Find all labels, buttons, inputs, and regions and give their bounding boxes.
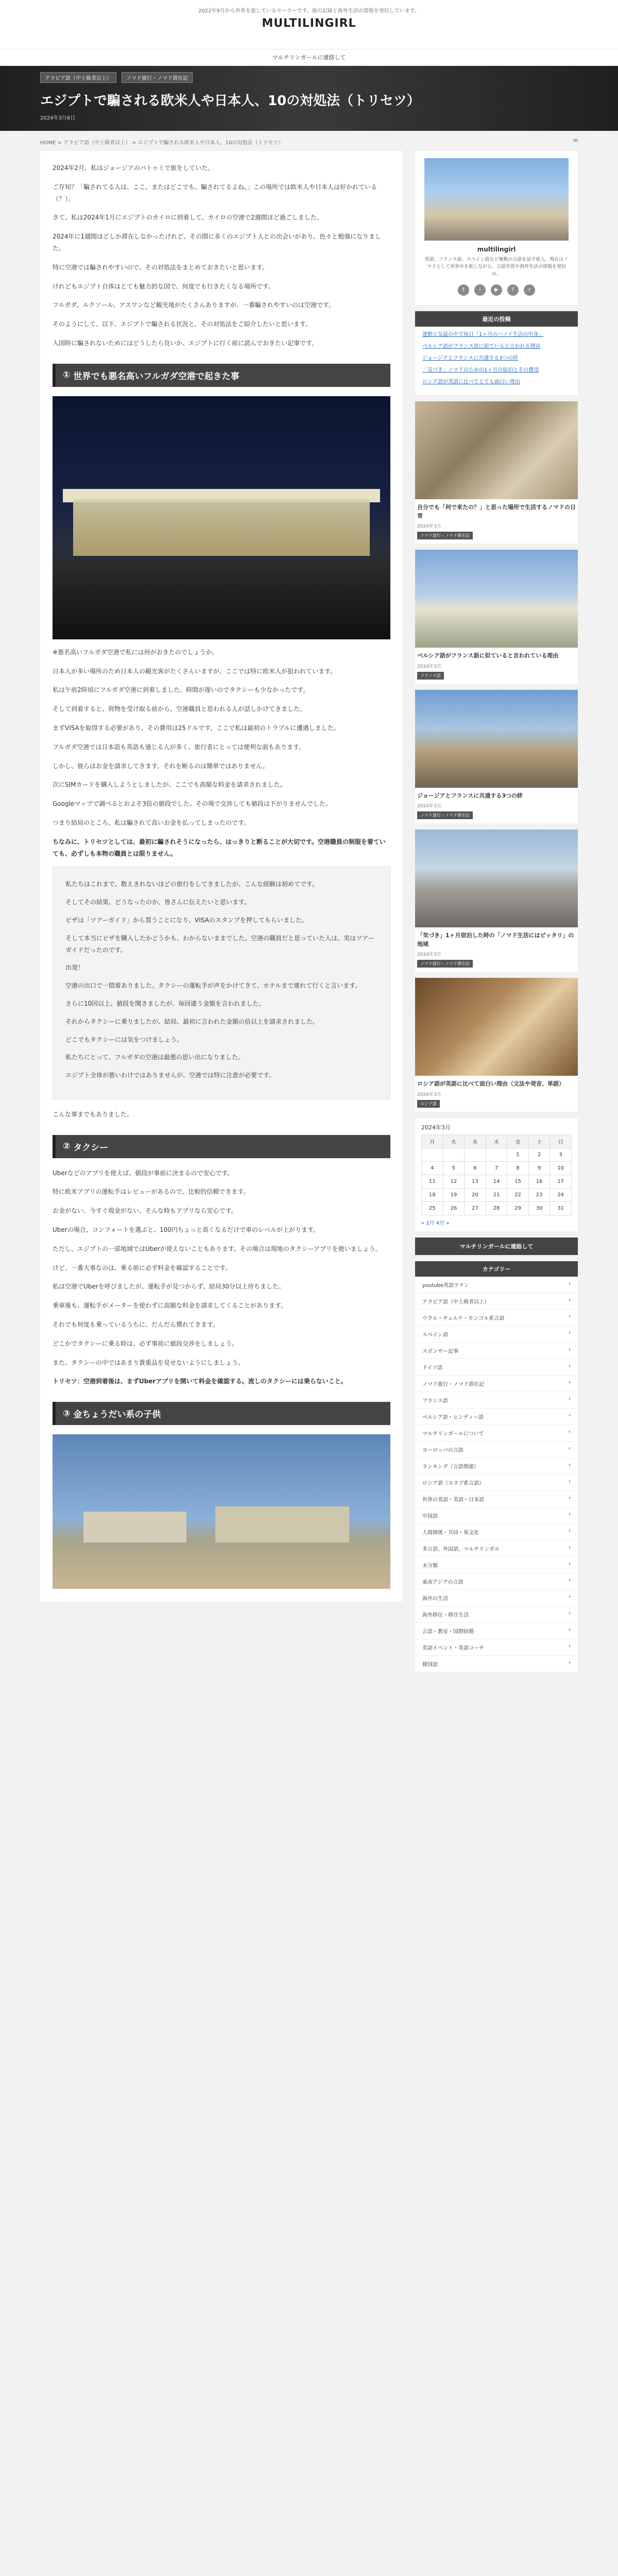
calendar-day: 27	[465, 1201, 486, 1215]
hero-tag[interactable]: アラビア語（中上級者以上）	[40, 72, 116, 83]
facebook-icon[interactable]: f	[507, 284, 519, 296]
calendar-widget	[415, 1118, 578, 1231]
paragraph: 入国時に騙されないためにはどうしたら良いか、エジプトに行く前に読んでおきたい記事です。	[53, 339, 318, 347]
category-item[interactable]	[415, 1310, 578, 1326]
calendar-day: 19	[443, 1188, 465, 1201]
category-item[interactable]	[415, 1326, 578, 1343]
calendar-day: 15	[507, 1175, 529, 1188]
chevron-right-icon: ›	[569, 1330, 571, 1336]
category-item[interactable]	[415, 1475, 578, 1491]
section-heading	[53, 1135, 390, 1158]
post-date: 2024年3月	[417, 664, 441, 669]
chevron-right-icon: ›	[569, 1346, 571, 1352]
chevron-right-icon: ›	[569, 1478, 571, 1484]
quote-line: 空港の出口で一悶着ありました。タクシーの運転手が声をかけてきて、ホテルまで連れて行くと言います。	[65, 982, 362, 990]
calendar-day	[465, 1148, 486, 1161]
chevron-right-icon: ›	[569, 1396, 571, 1402]
twitter-icon[interactable]: t	[458, 284, 469, 296]
paragraph: 私は空港でUberを呼びましたが、運転手が見つからず、結局30分以上待ちました。	[53, 1283, 285, 1291]
terminal-building	[73, 499, 370, 556]
paragraph: けど、一番大事なのは、乗る前に必ず料金を確認することです。	[53, 1264, 232, 1272]
article-hero	[0, 66, 618, 131]
calendar-weekday: 土	[528, 1134, 550, 1148]
category-label[interactable]: 人間関係・共同・異文化	[422, 1530, 479, 1536]
post-category[interactable]: ノマド旅行・ノマド滞在記	[417, 532, 473, 539]
chevron-right-icon: ›	[569, 1659, 571, 1666]
calendar-day: 8	[507, 1161, 529, 1175]
post-title[interactable]: 自分でも「何で来たの？」と思った場所で生活するノマドの日常	[417, 504, 576, 519]
category-item[interactable]	[415, 1409, 578, 1425]
chevron-right-icon: ›	[569, 1429, 571, 1435]
paragraph: 私は午前2時頃にフルガダ空港に到着しました。時間が遅いのでタクシーも少なかったです。	[53, 686, 310, 694]
quote-line: エジプト全体が悪いわけではありませんが、空港では特に注意が必要です。	[65, 1072, 276, 1079]
emphasis-paragraph: ちなみに、トリセツとしては、最初に騙されそうになったら、はっきりと断ることが大切です。空港職員の制服を着ていても、必ずしも本物の職員とは限りません。	[53, 838, 386, 857]
quote-line: それからタクシーに乗りましたが、結局、最初に言われた金額の倍以上を請求されました。	[65, 1018, 319, 1025]
category-item[interactable]	[415, 1656, 578, 1672]
calendar-day: 4	[422, 1161, 443, 1175]
paragraph: 特に空港では騙されやすいので、その対処法をまとめておきたいと思います。	[53, 263, 268, 271]
quote-line: そしてその結果、どうなったのか、皆さんに伝えたいと思います。	[65, 899, 251, 906]
paragraph: ※悪名高いフルガダ空港で私には何がおきたのでしょうか。	[53, 648, 218, 656]
chevron-right-icon: ›	[569, 1544, 571, 1550]
calendar-day: 3	[550, 1148, 572, 1161]
calendar-weekday: 金	[507, 1134, 529, 1148]
section-number: ③	[63, 1408, 71, 1419]
recent-post-link[interactable]: ジョージアとフランスに共通する3つの絆	[422, 355, 518, 362]
section-title: 金ちょうだい系の子供	[73, 1410, 161, 1420]
category-label[interactable]: スポンサー記事	[422, 1348, 458, 1354]
paragraph: ただし、エジプトの一部地域ではUberが使えないこともあります。その場合は現地のタクシーアプリを使いましょう。	[53, 1245, 382, 1252]
paragraph: 特に欧米アプリの運転手はレビューがあるので、比較的信頼できます。	[53, 1188, 250, 1196]
calendar-day: 14	[486, 1175, 507, 1188]
post-category[interactable]: フランス語	[417, 672, 444, 680]
post-card[interactable]	[415, 978, 578, 1112]
category-label[interactable]: youtube英語ラテン	[422, 1282, 469, 1289]
category-label[interactable]: ペルシア語・ヒンディー語	[422, 1414, 484, 1420]
site-title[interactable]: MULTILINGIRL	[262, 17, 356, 30]
category-item[interactable]	[415, 1359, 578, 1376]
category-item[interactable]	[415, 1606, 578, 1623]
category-label[interactable]: 言語・教室・国際結婚	[422, 1629, 474, 1635]
site-tagline: 2022年9月から世界を旅しているセーラーです。旅の記録と海外生活の情報を発信しています。	[198, 8, 420, 14]
calendar-day	[443, 1148, 465, 1161]
mail-icon[interactable]: ✉	[573, 138, 578, 144]
article-body	[40, 151, 403, 1601]
widget-title: カテゴリー	[415, 1261, 578, 1277]
post-thumbnail[interactable]	[415, 550, 578, 648]
calendar-day: 22	[507, 1188, 529, 1201]
calendar-day: 1	[507, 1148, 529, 1161]
chevron-right-icon: ›	[569, 1297, 571, 1303]
calendar-day: 10	[550, 1161, 572, 1175]
post-date: 2024年3月	[417, 952, 441, 958]
calendar-table	[421, 1134, 572, 1215]
chevron-right-icon: ›	[569, 1511, 571, 1517]
section-heading	[53, 364, 390, 387]
paragraph: こんな事までもありました。	[53, 1110, 133, 1118]
calendar-nav[interactable]: « 2月 4月 »	[421, 1220, 450, 1226]
category-label[interactable]: フランス語	[422, 1398, 448, 1404]
paragraph: 乗車後も、運転手がメーターを使わずに高額な料金を請求してくることがあります。	[53, 1302, 287, 1310]
quote-line: そして本当にビザを購入したかどうかも、わからないままでした。空港の職員だと思っていた人は、実はツアーガイドだったのです。	[65, 934, 374, 954]
chevron-right-icon: ›	[569, 1412, 571, 1418]
city-day-photo	[53, 1434, 390, 1589]
calendar-day: 16	[528, 1175, 550, 1188]
post-category[interactable]: ノマド旅行・ノマド滞在記	[417, 960, 473, 968]
category-label[interactable]: ヨーロッパの言語	[422, 1447, 464, 1453]
category-item[interactable]	[415, 1639, 578, 1656]
post-card[interactable]	[415, 829, 578, 972]
recent-post-link[interactable]: ベルシア語がフランス語に似ていると言われる理由	[422, 344, 541, 350]
calendar-day: 29	[507, 1201, 529, 1215]
calendar-day: 12	[443, 1175, 465, 1188]
chevron-right-icon: ›	[569, 1445, 571, 1451]
category-item[interactable]	[415, 1293, 578, 1310]
calendar-day: 20	[465, 1188, 486, 1201]
widget-title: 最近の投稿	[415, 311, 578, 327]
paragraph: 2024年2月、私はジョージアのバトゥミで旅をしていた。	[53, 164, 214, 172]
post-title[interactable]: ベルシア語がフランス語に似ていると言われている理由	[417, 652, 559, 659]
chevron-right-icon: ›	[569, 1363, 571, 1369]
paragraph: けれどもエジプト自体はとても魅力的な国で、何度でも行きたくなる場所です。	[53, 282, 274, 290]
category-label[interactable]: 多言語、外国語、マルチリンガル	[422, 1546, 500, 1552]
hero-tag[interactable]: ノマド旅行・ノマド滞在記	[122, 72, 193, 83]
post-thumbnail[interactable]	[415, 829, 578, 927]
post-title[interactable]: ジョージアとフランスに共通する3つの絆	[417, 792, 523, 799]
paragraph: 次にSIMカードを購入しようとしましたが、ここでも高額な料金を請求されました。	[53, 781, 286, 789]
category-item[interactable]	[415, 1590, 578, 1606]
category-label[interactable]: ウクル・チェルケ・モンゴル系言語	[422, 1315, 505, 1321]
paragraph: Uberの場合、コンフォートを選ぶと、100円ちょっと高くなるだけで車のレベルが上がります。	[53, 1226, 320, 1234]
quote-line: 私たちはこれまで、数えきれないほどの旅行をしてきましたが、こんな経験は初めてです。	[65, 880, 318, 888]
chevron-right-icon: ›	[569, 1528, 571, 1534]
category-label[interactable]: 東南アジアの言語	[422, 1579, 464, 1585]
instagram-icon[interactable]: i	[474, 284, 486, 296]
nav-contact-link[interactable]: マルチリンガールに連絡して	[0, 49, 618, 66]
category-label[interactable]: アラビア語（中上級者以上）	[422, 1299, 489, 1305]
category-item[interactable]	[415, 1277, 578, 1293]
post-card[interactable]	[415, 401, 578, 544]
chevron-right-icon: ›	[569, 1594, 571, 1600]
chevron-right-icon: ›	[569, 1577, 571, 1583]
chevron-right-icon: ›	[569, 1610, 571, 1616]
paragraph: Googleマップで調べるとおよそ3倍の値段でした。その場で交渉しても値段は下がりませんでした。	[53, 800, 332, 808]
quote-line: さらに10回以上、値段を聞きましたが、毎回違う金額を言われました。	[65, 999, 265, 1007]
calendar-day: 17	[550, 1175, 572, 1188]
category-label[interactable]: 海外移住・移住生活	[422, 1612, 469, 1618]
calendar-weekday: 月	[422, 1134, 443, 1148]
calendar-day: 25	[422, 1201, 443, 1215]
paragraph: どこかでタクシーに乗る時は、必ず事前に値段交渉をしましょう。	[53, 1340, 238, 1347]
chevron-right-icon: ›	[569, 1280, 571, 1286]
paragraph: まずVISAを取得する必要があり、その費用は25ドルです。ここで私は最初のトラブルに遭遇しました。	[53, 724, 340, 732]
paragraph: つまり結局のところ、私は騙されて高いお金を払ってしまったのです。	[53, 819, 250, 826]
calendar-day: 5	[443, 1161, 465, 1175]
chevron-right-icon: ›	[569, 1495, 571, 1501]
chevron-right-icon: ›	[569, 1643, 571, 1649]
category-label[interactable]: マルチリンガールについて	[422, 1431, 484, 1437]
categories-widget	[415, 1261, 578, 1672]
post-date: 2024年3月	[417, 1092, 441, 1097]
building	[215, 1506, 349, 1543]
profile-name: multilingirl	[477, 246, 516, 253]
paragraph: しかし、彼らはお金を請求してきます。それを断るのは簡単ではありません。	[53, 762, 269, 770]
paragraph: また、タクシーの中ではあまり貴重品を見せないようにしましょう。	[53, 1359, 245, 1366]
post-title[interactable]: 「気づき」1ヶ月宿泊した時の「ノマド生活にはピッタリ」の地域	[417, 932, 574, 947]
paragraph: そして到着すると、荷物を受け取る前から、空港職員と思われる人が話しかけてきました。	[53, 705, 306, 713]
post-category[interactable]: ロシア語	[417, 1100, 440, 1108]
calendar-title: 2024年3月	[421, 1124, 451, 1131]
category-label[interactable]: 世界の英語・英語・日本語	[422, 1497, 484, 1503]
calendar-day: 26	[443, 1201, 465, 1215]
paragraph: フルガダ、ルクソール、アスワンなど観光地がたくさんありますが、一番騙されやすいのは空港です。	[53, 301, 335, 309]
calendar-day: 21	[486, 1188, 507, 1201]
youtube-icon[interactable]: ▶	[491, 284, 502, 296]
quote-line: 出発！	[65, 964, 84, 972]
calendar-weekday: 火	[443, 1134, 465, 1148]
calendar-weekday: 日	[550, 1134, 572, 1148]
post-thumbnail[interactable]	[415, 978, 578, 1076]
category-label[interactable]: ランキング（言語関連）	[422, 1464, 479, 1470]
category-label[interactable]: 英語イベント・英語コーチ	[422, 1645, 484, 1651]
recent-post-link[interactable]: 「気づき」ノマドのための1ヶ月の宿泊とその費用	[422, 367, 539, 374]
site-header	[0, 0, 618, 49]
calendar-day: 13	[465, 1175, 486, 1188]
calendar-day: 31	[550, 1201, 572, 1215]
paragraph: 2024年に1週間ほどしか滞在しなかったけれど、その間に多くのエジプト人との出会いがあり、色々と勉強になりました。	[53, 233, 382, 252]
section-heading	[53, 1402, 390, 1425]
section-title: タクシー	[73, 1142, 109, 1153]
paragraph: 日本人が多い場所のため日本人の観光客がたくさんいますが、ここでは特に欧米人が狙われています。	[53, 667, 337, 675]
paragraph: それでも何度も乗っているうちに、だんだん慣れてきます。	[53, 1321, 219, 1329]
calendar-day: 2	[528, 1148, 550, 1161]
quote-line: 私たちにとって、フルガダの空港は最悪の思い出になりました。	[65, 1054, 245, 1061]
category-item[interactable]	[415, 1442, 578, 1458]
calendar-day: 9	[528, 1161, 550, 1175]
profile-description: 英語、フランス語、スペイン語など複数の言語を話す旅人。現在はノマドとして世界中を旅しながら、言語学習や海外生活の情報を発信中。	[424, 257, 569, 277]
category-item[interactable]	[415, 1376, 578, 1392]
category-item[interactable]	[415, 1491, 578, 1507]
calendar-day: 30	[528, 1201, 550, 1215]
category-item[interactable]	[415, 1507, 578, 1524]
section-number: ②	[63, 1141, 71, 1152]
section-number: ①	[63, 370, 71, 381]
chevron-right-icon: ›	[569, 1626, 571, 1633]
calendar-day: 6	[465, 1161, 486, 1175]
section-title: 世界でも悪名高いフルガダ空港で起きた事	[73, 371, 239, 382]
category-item[interactable]	[415, 1573, 578, 1590]
quote-box	[53, 867, 390, 1099]
post-thumbnail[interactable]	[415, 690, 578, 788]
post-card[interactable]	[415, 550, 578, 684]
recent-posts-widget	[415, 311, 578, 395]
breadcrumb-path[interactable]: HOME > アラビア語（中上級者以上） > エジプトで騙される欧米人や日本人、10の対処法（トリセツ）	[40, 140, 284, 146]
calendar-day: 24	[550, 1188, 572, 1201]
category-item[interactable]	[415, 1623, 578, 1639]
calendar-day: 23	[528, 1188, 550, 1201]
category-item[interactable]	[415, 1524, 578, 1540]
calendar-day	[422, 1148, 443, 1161]
category-label[interactable]: ロシア語（スラブ系言語）	[422, 1480, 484, 1486]
building	[83, 1512, 186, 1543]
calendar-weekday: 水	[465, 1134, 486, 1148]
category-item[interactable]	[415, 1392, 578, 1409]
category-label[interactable]: スペイン語	[422, 1332, 448, 1338]
category-label[interactable]: 海外の生活	[422, 1596, 448, 1602]
calendar-day: 11	[422, 1175, 443, 1188]
paragraph: お金がない、今すぐ現金がない、そんな時もアプリなら安心です。	[53, 1207, 237, 1215]
category-item[interactable]	[415, 1425, 578, 1442]
category-label[interactable]: 韓国語	[422, 1662, 438, 1668]
emphasis-paragraph: トリセツ：空港到着後は、まずUberアプリを開いて料金を確認する。流しのタクシーには乗らないこと。	[53, 1378, 347, 1385]
chevron-right-icon: ›	[569, 1462, 571, 1468]
social-links	[424, 284, 569, 296]
post-thumbnail[interactable]	[415, 401, 578, 499]
breadcrumb	[40, 138, 578, 146]
calendar-day	[486, 1148, 507, 1161]
sidebar	[415, 151, 578, 1679]
chevron-right-icon: ›	[569, 1313, 571, 1319]
profile-widget	[415, 151, 578, 305]
post-date: 2024年3月	[417, 804, 441, 809]
article-title: エジプトで騙される欧米人や日本人、10の対処法（トリセツ）	[40, 93, 420, 109]
calendar-day: 28	[486, 1201, 507, 1215]
post-title[interactable]: ロシア語が英語に比べて面白い理由（文法や発音、単語）	[417, 1080, 564, 1088]
paragraph: さて、私は2024年1月にエジプトのカイロに到着して、カイロの空港で2週間ほど過ごしました。	[53, 214, 323, 222]
post-card[interactable]	[415, 690, 578, 824]
quote-line: どこでもタクシーには気をつけましょう。	[65, 1036, 183, 1043]
quote-line: ビザは「ツアーガイド」から買うことになり、VISAのスタンプを押してもらいました。	[65, 916, 308, 924]
recent-post-link[interactable]: ロシア語が英語に比べてとても面白い理由	[422, 379, 520, 385]
category-label[interactable]: ドイツ語	[422, 1365, 443, 1371]
post-category[interactable]: ノマド旅行・ノマド滞在記	[417, 811, 473, 819]
category-item[interactable]	[415, 1557, 578, 1573]
paragraph: フルガダ空港では日本語も英語も通じる人が多く、旅行者にとっては便利な面もあります。	[53, 743, 305, 751]
category-item[interactable]	[415, 1343, 578, 1359]
calendar-day: 18	[422, 1188, 443, 1201]
category-item[interactable]	[415, 1540, 578, 1557]
chevron-right-icon: ›	[569, 1561, 571, 1567]
rss-icon[interactable]: r	[524, 284, 535, 296]
paragraph: ご存知？「騙されてる人は、ここ、またはどこでも、騙されてるよね。」この場所では欧米人や日本人は好かれている（？）。	[53, 183, 377, 202]
contact-button[interactable]: マルチリンガールに連絡して	[415, 1238, 578, 1255]
paragraph: そのようにして、以下、エジプトで騙される状況と、その対処法をご紹介したいと思います。	[53, 320, 312, 328]
article-date: 2024年3月6日	[40, 115, 76, 121]
paragraph: Uberなどのアプリを使えば、値段が事前に決まるので安心です。	[53, 1169, 234, 1177]
post-date: 2024年3月	[417, 524, 441, 530]
category-label[interactable]: ノマド旅行・ノマド滞在記	[422, 1381, 484, 1387]
profile-photo	[424, 158, 569, 241]
category-label[interactable]: 中国語	[422, 1513, 438, 1519]
category-item[interactable]	[415, 1458, 578, 1475]
calendar-weekday: 木	[486, 1134, 507, 1148]
road	[53, 562, 390, 639]
recent-post-link[interactable]: 運動と気温の中で毎日「1ヶ月のハノイ生活の中身」	[422, 332, 544, 338]
chevron-right-icon: ›	[569, 1379, 571, 1385]
calendar-day: 7	[486, 1161, 507, 1175]
category-label[interactable]: 未分類	[422, 1563, 438, 1569]
airport-night-photo	[53, 396, 390, 639]
